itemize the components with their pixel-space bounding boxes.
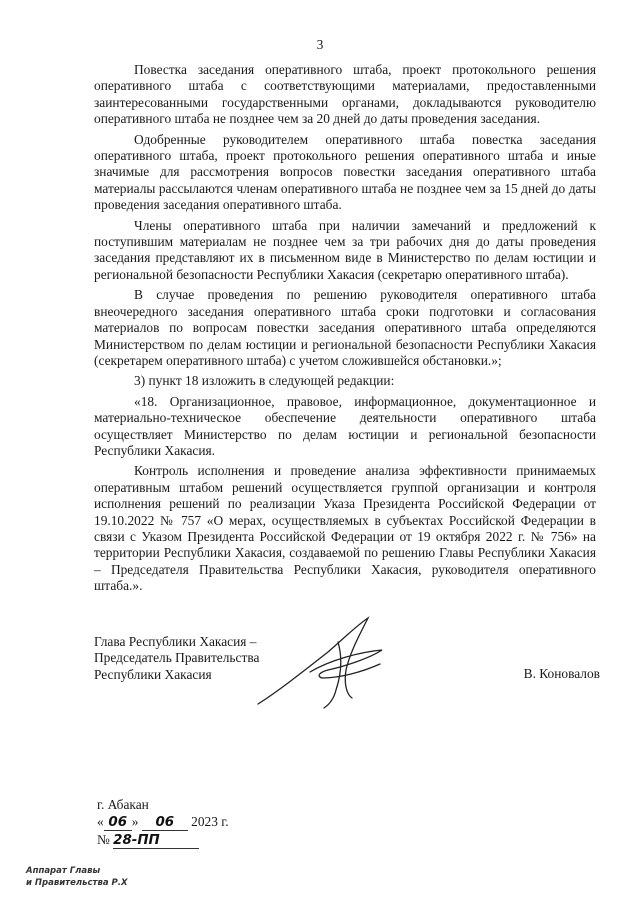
signatory-title-line: Председатель Правительства xyxy=(94,650,260,666)
date-close-quote: » xyxy=(131,814,139,829)
paragraph-item-18: «18. Организационное, правовое, информационное, документационное и материально-техническое обеспечение деятельности оперативного штаба осуществляет Министерство по делам юстиции и региональной безопасности Республики Хакасия. xyxy=(94,393,596,458)
paragraph-member-remarks: Члены оперативного штаба при наличии замечаний и предложений к поступившим материалам не позднее чем за три рабочих дня до даты проведения заседания представляют их в письменном виде в Министерство по делам юстиции и региональной безопасности Республики Хакасия (секретарю оперативного штаба). xyxy=(94,217,596,282)
signatory-title xyxy=(94,634,259,683)
paragraph-amendment-item: 3) пункт 18 изложить в следующей редакции: xyxy=(134,373,395,389)
city: г. Абакан xyxy=(97,797,149,812)
paragraph-extraordinary-meeting: В случае проведения по решению руководителя оперативного штаба внеочередного заседания оперативного штаба сроки подготовки и согласования материалов по вопросам повестки заседания оперативного штаба определяются Министерством по делам юстиции и региональной безопасности Республики Хакасия (секретарем оперативного штаба) с учетом сложившейся обстановки.»; xyxy=(94,287,596,368)
date-open-quote: « xyxy=(97,814,104,829)
stamp-line: и Правительства Р.Х xyxy=(26,878,128,888)
stamp-line: Аппарат Главы xyxy=(26,866,101,876)
number-label: № xyxy=(97,832,110,847)
document-date xyxy=(97,813,229,831)
document-number xyxy=(97,831,229,849)
date-day: 06 xyxy=(104,816,132,831)
place-and-date xyxy=(97,796,229,849)
handwritten-signature xyxy=(250,612,390,712)
signatory-name: В. Коновалов xyxy=(523,666,600,681)
paragraph-agenda-distribution: Одобренные руководителем оперативного штаба повестка заседания оперативного штаба, проект протокольного решения оперативного штаба и иные значимые для рассмотрения вопросов повестки заседания оперативного штаба материалы рассылаются членам оперативного штаба не позднее чем за 15 дней до даты проведения заседания оперативного штаба. xyxy=(94,131,596,213)
paragraph-agenda-report: Повестка заседания оперативного штаба, проект протокольного решения оперативного штаба с соответствующими материалами, предоставленными заинтересованными государственными органами, докладываются руководителю оперативного штаба не позднее чем за 20 дней до даты проведения заседания. xyxy=(94,62,596,127)
paragraph-control: Контроль исполнения и проведение анализа эффективности принимаемых оперативным штабом решений осуществляется группой организации и контроля исполнения решений по реализации Указа Президента Российской Федерации от 19.10.2022 № 757 «О мерах, осуществляемых в субъектах Российской Федерации в связи с Указом Президента Российской Федерации от 19 октября 2022 г. № 756» на территории Республики Хакасия, создаваемой по решению Главы Республики Хакасия – Председателя Правительства Республики Хакасия, руководителя оперативного штаба.». xyxy=(94,463,596,594)
number-value: 28-ПП xyxy=(113,834,199,849)
registration-stamp xyxy=(26,865,128,889)
page-number: 3 xyxy=(316,37,324,52)
document-body xyxy=(94,62,596,599)
signatory-title-line: Глава Республики Хакасия – xyxy=(94,634,257,649)
date-year: 2023 г. xyxy=(191,814,229,829)
date-month: 06 xyxy=(142,816,188,831)
signatory-title-line: Республики Хакасия xyxy=(94,666,212,682)
